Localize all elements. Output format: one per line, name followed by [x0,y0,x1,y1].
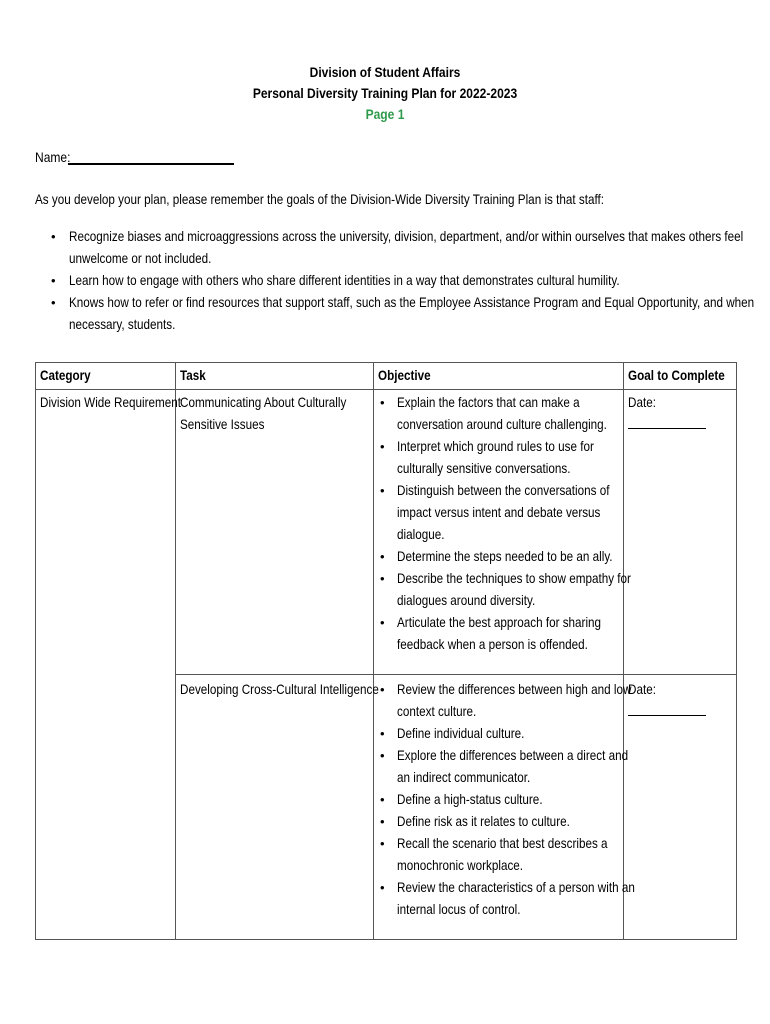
header-task: Task [176,363,374,390]
goal-cell [624,390,737,675]
table-header-row [36,363,737,390]
objective-item: • Describe the techniques to show empathy for dialogues around diversity. [378,568,619,612]
table-row [36,390,737,675]
task-text: Developing Cross-Cultural Intelligence [180,682,379,697]
date-label: Date: [628,395,656,410]
objective-item: • Define individual culture. [378,723,619,745]
date-field-line[interactable] [628,701,706,716]
task-text: Sensitive Issues [180,417,265,432]
task-text: Communicating About Culturally [180,395,347,410]
objective-item: • Review the characteristics of a person with an internal locus of control. [378,877,619,921]
goal-item: • Recognize biases and microaggressions across the university, division, department, and/or within ourselves that makes others feel unwelcome or not included. [35,226,735,270]
name-row [35,148,76,166]
objective-cell [374,675,635,940]
goal-item: • Learn how to engage with others who share different identities in a way that demonstrates cultural humility. [35,270,735,292]
header-goal: Goal to Complete [624,363,737,390]
header-objective: Objective [374,363,624,390]
date-field-line[interactable] [628,414,706,429]
page-label: Page 1 [365,106,405,122]
objectives-list [378,392,631,656]
objective-item: • Recall the scenario that best describes a monochronic workplace. [378,833,619,877]
name-field-line[interactable] [68,163,234,165]
name-label: Name: [35,149,71,165]
training-plan-table [35,362,737,940]
header-category: Category [36,363,176,390]
objective-item: • Define a high-status culture. [378,789,619,811]
intro-sentence: As you develop your plan, please remember the goals of the Division-Wide Diversity Training Plan is that staff: [35,192,605,207]
task-cell [176,390,374,675]
objective-item: • Distinguish between the conversations of impact versus intent and debate versus dialogue. [378,480,619,546]
division-title: Division of Student Affairs [309,64,461,80]
objective-item: • Explain the factors that can make a conversation around culture challenging. [378,392,619,436]
objective-item: • Define risk as it relates to culture. [378,811,619,833]
goal-cell [624,675,737,940]
objective-item: • Interpret which ground rules to use for culturally sensitive conversations. [378,436,619,480]
objective-item: • Explore the differences between a direct and an indirect communicator. [378,745,619,789]
objectives-list [378,679,635,921]
objective-cell [374,390,631,675]
task-cell [176,675,379,940]
date-label: Date: [628,682,656,697]
category-cell: Division Wide Requirement [36,390,176,940]
document-header [0,62,770,125]
plan-title: Personal Diversity Training Plan for 2022-2023 [252,85,518,101]
objective-item: • Articulate the best approach for sharing feedback when a person is offended. [378,612,619,656]
goal-item: • Knows how to refer or find resources that support staff, such as the Employee Assistance Program and Equal Opportunity, and when necessary, students. [35,292,735,336]
objective-item: • Review the differences between high and low context culture. [378,679,619,723]
goals-list [35,226,755,336]
objective-item: • Determine the steps needed to be an ally. [378,546,619,568]
intro-text [35,191,735,209]
